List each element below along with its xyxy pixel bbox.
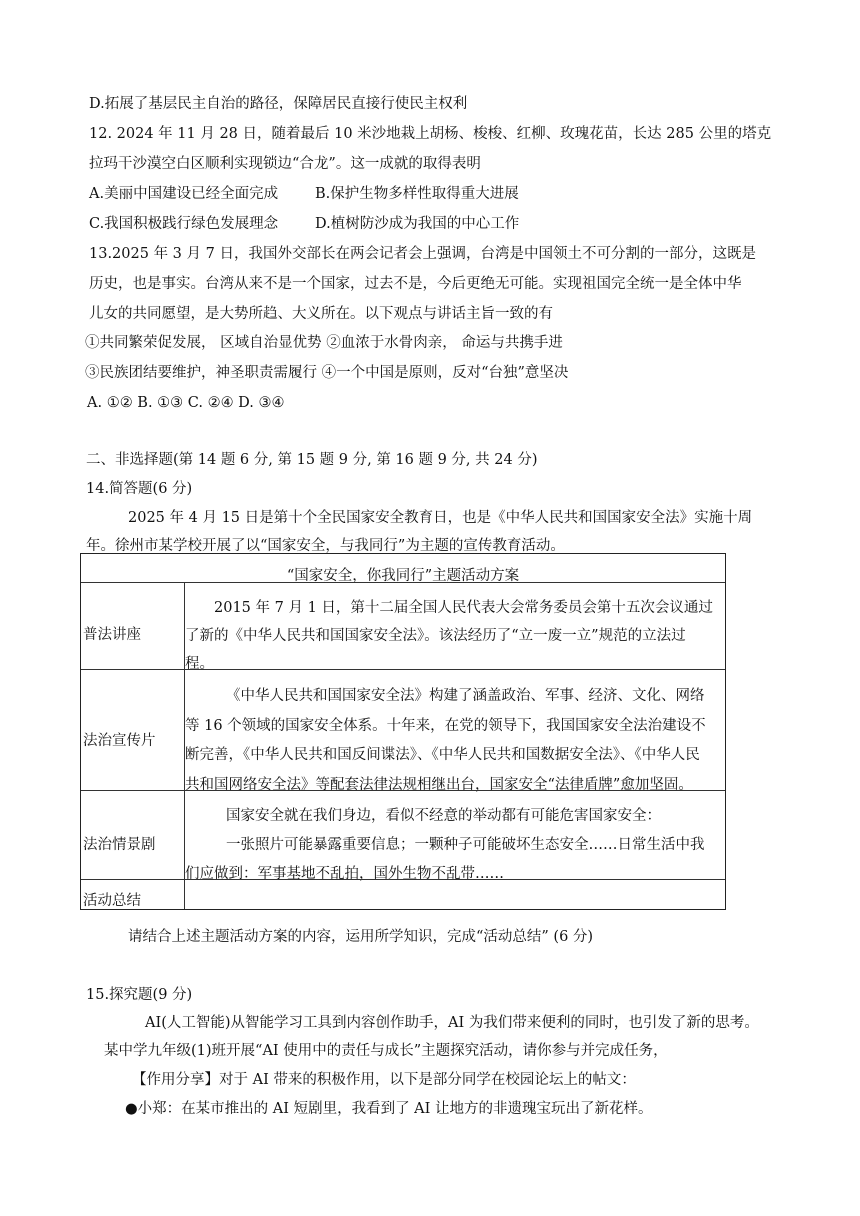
q13-statements-2: ③民族团结要维护，神圣职责需履行 ④一个中国是原则，反对“台独”意坚决 <box>85 365 569 381</box>
q12-stem-line1: 12. 2024 年 11 月 28 日，随着最后 10 米沙地栽上胡杨、梭梭、红柳、玫瑰花苗，长达 285 公里的塔克 <box>89 126 772 142</box>
q13-statements-1: ①共同繁荣促发展， 区域自治显优势 ②血浓于水骨肉亲， 命运与共携手进 <box>85 335 563 351</box>
q15-share-heading: 【作用分享】对于 AI 带来的积极作用，以下是部分同学在校园论坛上的帖文： <box>132 1072 636 1088</box>
q12-stem-line2: 拉玛干沙漠空白区顺利实现锁边“合龙”。这一成就的取得表明 <box>89 156 481 172</box>
row-lecture-line2: 了新的《中华人民共和国国家安全法》。该法经历了“立一废一立”规范的立法过 <box>185 628 686 644</box>
q12-option-d: D.植树防沙成为我国的中心工作 <box>315 216 520 232</box>
row-video-line3: 断完善，《中华人民共和国反间谍法》、《中华人民共和国数据安全法》、《中华人民 <box>185 747 700 763</box>
section2-heading: 二、非选择题(第 14 题 6 分, 第 15 题 9 分, 第 16 题 9 分, 共 24 分) <box>86 452 538 468</box>
q13-stem-line1: 13.2025 年 3 月 7 日，我国外交部长在两会记者会上强调，台湾是中国领土不可分割的一部分，这既是 <box>89 246 756 262</box>
row-label-video: 法治宣传片 <box>83 733 156 749</box>
table-title: “国家安全，你我同行”主题活动方案 <box>286 568 520 584</box>
q14-title: 14.简答题(6 分) <box>86 481 193 497</box>
row-drama-line2: 一张照片可能暴露重要信息；一颗种子可能破坏生态安全……日常生活中我 <box>226 837 705 853</box>
q14-task: 请结合上述主题活动方案的内容，运用所学知识，完成“活动总结” (6 分) <box>128 929 594 945</box>
row-video-line2: 等 16 个领域的国家安全体系。十年来，在党的领导下，我国国家安全法治建设不 <box>185 718 706 734</box>
row-label-summary: 活动总结 <box>83 893 141 909</box>
row-video-line4: 共和国网络安全法》等配套法律法规相继出台，国家安全“法律盾牌”愈加坚固。 <box>185 777 693 793</box>
q15-intro-line2: 某中学九年级(1)班开展“AI 使用中的责任与成长”主题探究活动，请你参与并完成任务， <box>104 1043 668 1059</box>
row-label-lecture: 普法讲座 <box>83 627 141 643</box>
q14-intro-line2: 年。徐州市某学校开展了以“国家安全，与我同行”为主题的宣传教育活动。 <box>86 538 565 554</box>
row-drama-line3: 们应做到：军事基地不乱拍，国外生物不乱带…… <box>185 866 504 882</box>
row-label-drama: 法治情景剧 <box>83 837 156 853</box>
q13-options: A. ①② B. ①③ C. ②④ D. ③④ <box>87 395 285 411</box>
q12-option-a: A.美丽中国建设已经全面完成 <box>89 186 279 202</box>
row-drama-line1: 国家安全就在我们身边，看似不经意的举动都有可能危害国家安全： <box>226 808 661 824</box>
q13-stem-line3: 儿女的共同愿望，是大势所趋、大义所在。以下观点与讲话主旨一致的有 <box>89 306 553 322</box>
table-divider <box>81 790 725 791</box>
q15-intro-line1: AI(人工智能)从智能学习工具到内容创作助手，AI 为我们带来便利的同时，也引发了新的思考。 <box>145 1015 759 1031</box>
table-divider <box>81 669 725 670</box>
row-video-line1: 《中华人民共和国国家安全法》构建了涵盖政治、军事、经济、文化、网络 <box>226 688 705 704</box>
row-lecture-line3: 程。 <box>185 656 214 672</box>
activity-plan-table <box>80 553 726 910</box>
row-lecture-line1: 2015 年 7 月 1 日，第十二届全国人民代表大会常务委员会第十五次会议通过 <box>214 600 713 616</box>
q14-intro-line1: 2025 年 4 月 15 日是第十个全民国家安全教育日，也是《中华人民共和国国家安全法》实施十周 <box>128 510 753 526</box>
table-divider <box>81 582 725 583</box>
q13-stem-line2: 历史，也是事实。台湾从来不是一个国家，过去不是，今后更绝无可能。实现祖国完全统一是全体中华 <box>89 276 742 292</box>
q11-option-d: D.拓展了基层民主自治的路径，保障居民直接行使民主权利 <box>89 96 468 112</box>
table-divider <box>81 879 725 880</box>
q12-option-c: C.我国积极践行绿色发展理念 <box>89 216 279 232</box>
q12-option-b: B.保护生物多样性取得重大进展 <box>315 186 519 202</box>
q15-post-1: ●小郑：在某市推出的 AI 短剧里，我看到了 AI 让地方的非遗瑰宝玩出了新花样。 <box>125 1101 653 1117</box>
q15-title: 15.探究题(9 分) <box>86 987 193 1003</box>
